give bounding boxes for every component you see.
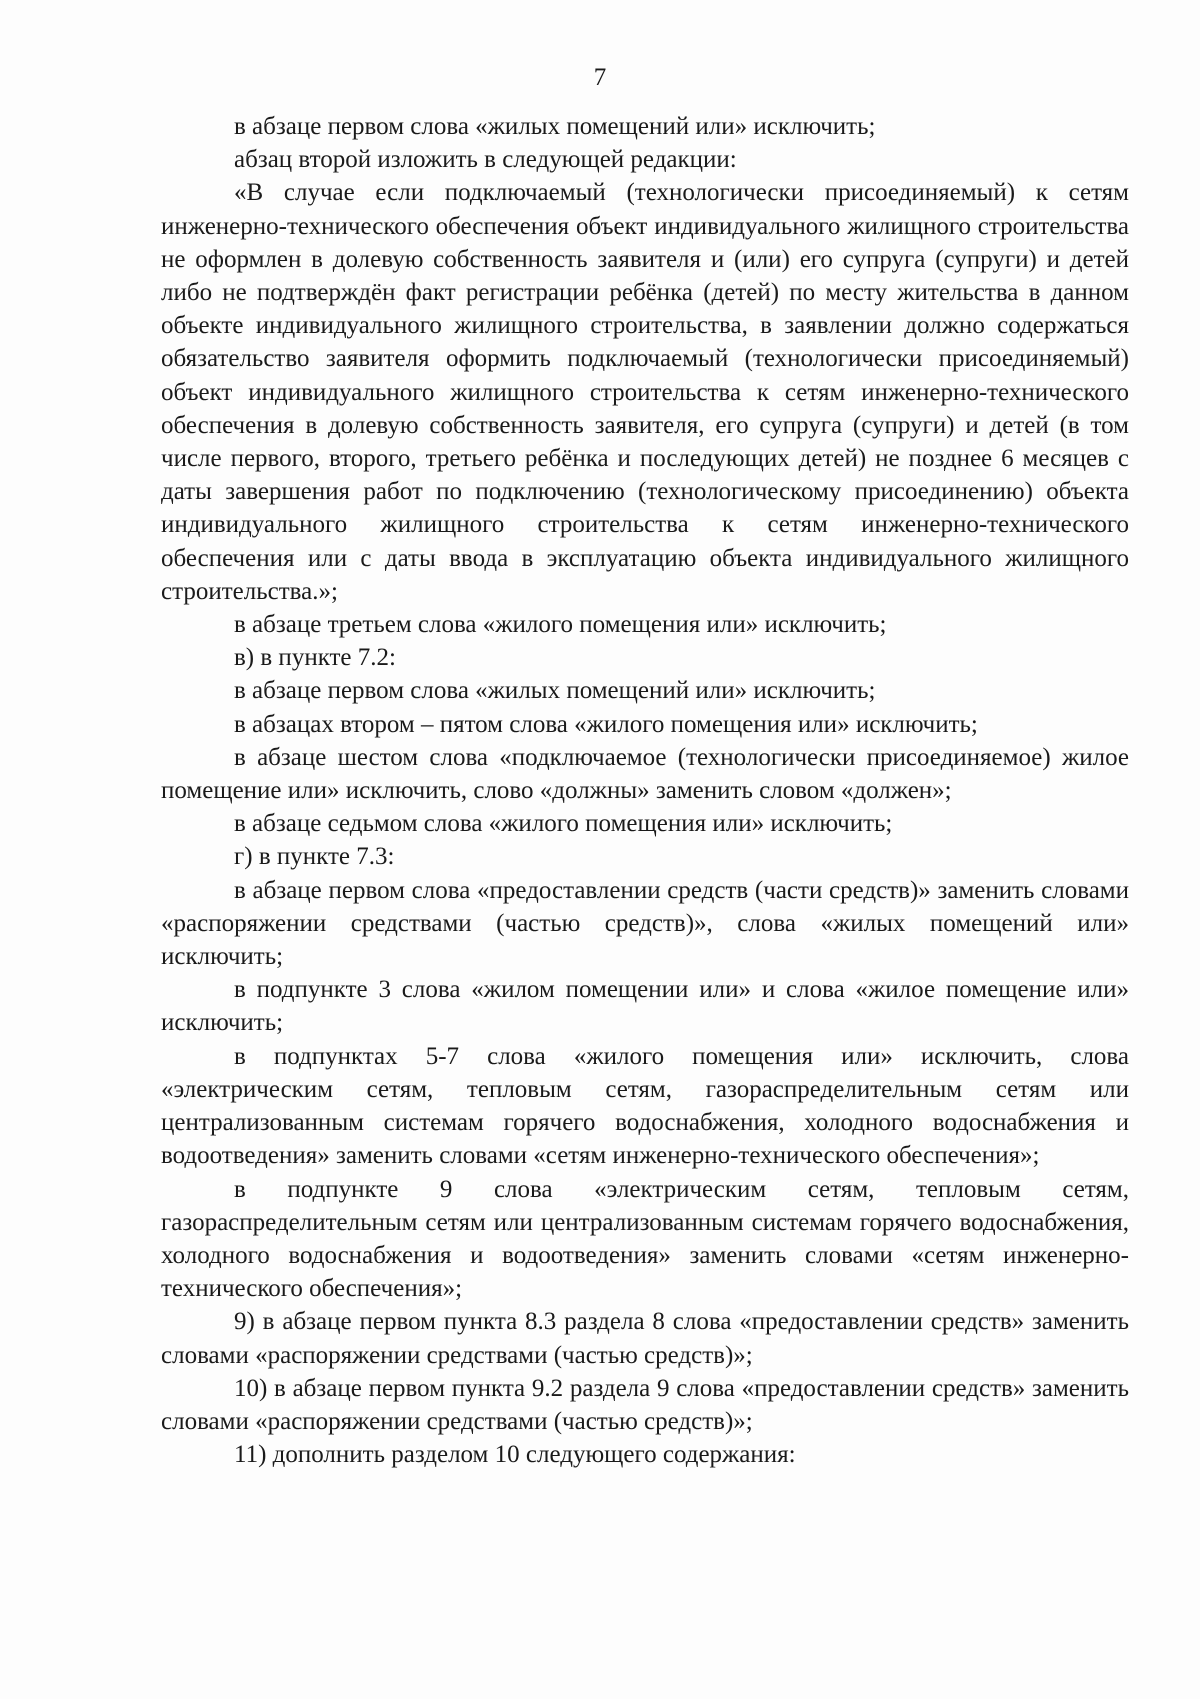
paragraph: в абзаце шестом слова «подключаемое (технологически присоединяемое) жилое помещение или» исключить, слово «должны» заменить словом «должен»; [161, 743, 1129, 805]
document-body [161, 110, 1129, 1471]
quoted-paragraph: «В случае если подключаемый (технологически присоединяемый) к сетям инженерно-технического обеспечения объект индивидуального жилищного строительства не оформлен в долевую собственность заявителя и (или) его супруга (супруги) и детей либо не подтверждён факт регистрации ребёнка (детей) по месту жительства в данном объекте индивидуального жилищного строительства, в заявлении должно содержаться обязательство заявителя оформить подключаемый (технологически присоединяемый) объект индивидуального жилищного строительства к сетям инженерно-технического обеспечения в долевую собственность заявителя, его супруга (супруги) и детей (в том числе первого, второго, третьего ребёнка и последующих детей) не позднее 6 месяцев с даты завершения работ по подключению (технологическому присоединению) объекта индивидуального жилищного строительства к сетям инженерно-технического обеспечения или с даты ввода в эксплуатацию объекта индивидуального жилищного строительства.»; [161, 179, 1129, 605]
paragraph: 11) дополнить разделом 10 следующего содержания: [234, 1441, 796, 1469]
paragraph: в абзаце седьмом слова «жилого помещения или» исключить; [234, 810, 893, 838]
paragraph: г) в пункте 7.3: [234, 843, 395, 871]
paragraph: в подпункте 3 слова «жилом помещении или» и слова «жилое помещение или» исключить; [161, 976, 1129, 1037]
paragraph: в абзацах втором – пятом слова «жилого помещения или» исключить; [234, 710, 978, 738]
paragraph: абзац второй изложить в следующей редакции: [234, 146, 737, 174]
paragraph: в) в пункте 7.2: [234, 644, 396, 672]
paragraph: 10) в абзаце первом пункта 9.2 раздела 9 слова «предоставлении средств» заменить словами «распоряжении средствами (частью средств)»; [161, 1374, 1129, 1435]
paragraph: в абзаце первом слова «жилых помещений или» исключить; [234, 113, 876, 140]
paragraph: в подпункте 9 слова «электрическим сетям, тепловым сетям, газораспределительным сетям или централизованным системам горячего водоснабжения, холодного водоснабжения и водоотведения» заменить словами «сетям инженерно-технического обеспечения»; [161, 1175, 1129, 1303]
paragraph: в абзаце первом слова «жилых помещений или» исключить; [234, 677, 876, 705]
paragraph: в подпунктах 5-7 слова «жилого помещения или» исключить, слова «электрическим сетям, тепловым сетям, газораспределительным сетям или централизованным системам горячего водоснабжения, холодного водоснабжения и водоотведения» заменить словами «сетям инженерно-технического обеспечения»; [161, 1042, 1129, 1170]
paragraph: 9) в абзаце первом пункта 8.3 раздела 8 слова «предоставлении средств» заменить словами «распоряжении средствами (частью средств)»; [161, 1308, 1129, 1369]
page-number: 7 [593, 64, 607, 91]
paragraph: в абзаце первом слова «предоставлении средств (части средств)» заменить словами «распоряжении средствами (частью средств)», слова «жилых помещений или» исключить; [161, 876, 1129, 971]
paragraph: в абзаце третьем слова «жилого помещения или» исключить; [234, 611, 887, 639]
